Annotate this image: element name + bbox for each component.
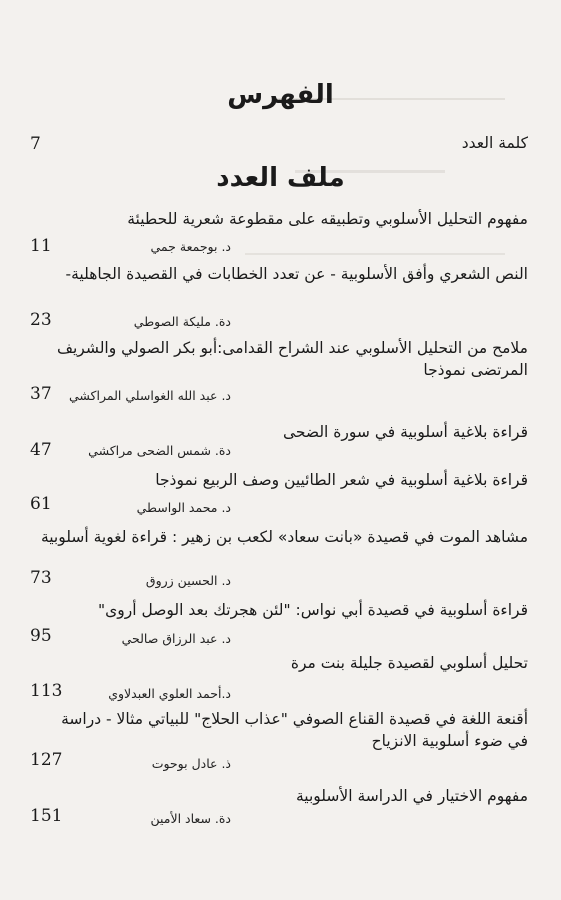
- entry-page-number: 47: [30, 440, 52, 460]
- entry-title: مفهوم التحليل الأسلوبي وتطبيقه على مقطوعة شعرية للحطيئة: [127, 210, 528, 228]
- entry-page-number: 11: [30, 236, 52, 256]
- entry-author: د. الحسين زروق: [145, 573, 231, 588]
- entry-author: ذ. عادل بوحوت: [151, 756, 231, 771]
- entry-title: قراءة أسلوبية في قصيدة أبي نواس: "لئن هجرتك بعد الوصل أروى": [98, 601, 528, 619]
- entry-title: تحليل أسلوبي لقصيدة جليلة بنت مرة: [290, 654, 528, 672]
- entry-author: دة. مليكة الصوطي: [133, 314, 231, 329]
- entry-author: د. عبد الرزاق صالحي: [121, 631, 231, 646]
- entry-page-number: 73: [30, 568, 52, 588]
- entry-title: مشاهد الموت في قصيدة «بانت سعاد» لكعب بن زهير : قراءة لغوية أسلوبية: [40, 528, 528, 546]
- entry-author: د. عبد الله الغواسلي المراكشي: [68, 388, 231, 403]
- entry-page-number: 37: [30, 384, 52, 404]
- entry-author: د. محمد الواسطي: [136, 500, 231, 515]
- entry-page-number: 151: [30, 806, 63, 826]
- entry-title: مفهوم الاختيار في الدراسة الأسلوبية: [295, 787, 528, 805]
- entry-page-number: 23: [30, 310, 52, 330]
- section-title: ملف العدد: [216, 163, 345, 193]
- entry-page-number: 61: [30, 494, 52, 514]
- entry-title: النص الشعري وأفق الأسلوبية - عن تعدد الخطابات في القصيدة الجاهلية-: [65, 265, 528, 283]
- entry-title: قراءة بلاغية أسلوبية في شعر الطائيين وصف الربيع نموذجا: [155, 471, 528, 489]
- entry-title: ملامح من التحليل الأسلوبي عند الشراح القدامى:أبو بكر الصولي والشريف المرتضى نموذجا: [56, 339, 528, 379]
- entry-author: د.أحمد العلوي العبدلاوي: [108, 686, 231, 701]
- entry-title: قراءة بلاغية أسلوبية في سورة الضحى: [282, 423, 528, 441]
- intro-label: كلمة العدد: [461, 134, 528, 152]
- entry-author: د. بوجمعة جمي: [150, 239, 231, 254]
- entry-title: أقنعة اللغة في قصيدة القناع الصوفي "عذاب الحلاج" للبياتي مثالا - دراسة في ضوء أسلوبية الانزياح: [61, 710, 528, 750]
- page-title: الفهرس: [227, 80, 334, 110]
- entry-author: دة. شمس الضحى مراكشي: [88, 443, 231, 458]
- entry-page-number: 127: [30, 750, 63, 770]
- entry-author: دة. سعاد الأمين: [150, 811, 231, 826]
- intro-page-number: 7: [30, 134, 41, 154]
- entry-page-number: 95: [30, 626, 52, 646]
- entry-page-number: 113: [30, 681, 63, 701]
